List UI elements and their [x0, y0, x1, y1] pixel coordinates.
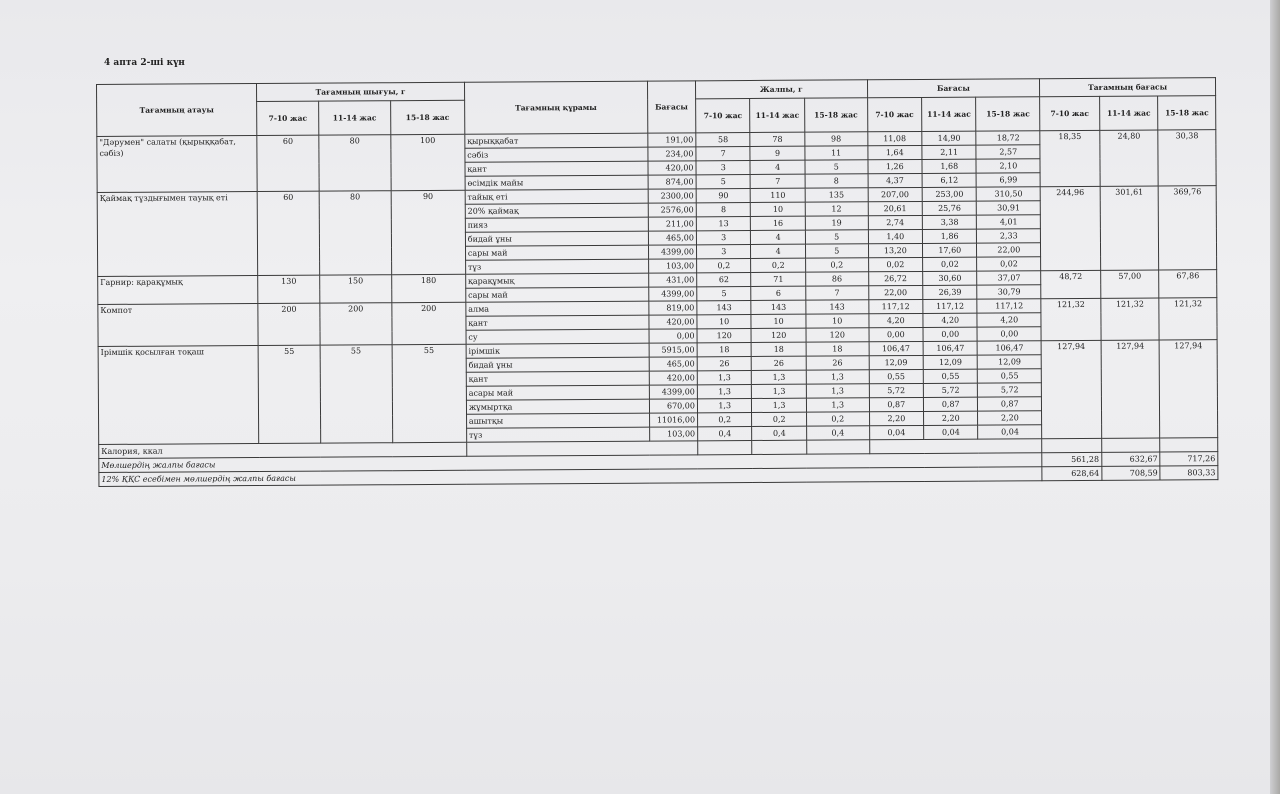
- dish-yield: 200: [392, 302, 466, 344]
- header-price: Бағасы: [647, 81, 696, 133]
- ingredient-price: 4399,00: [648, 245, 696, 259]
- ingredient-grams: 13: [696, 217, 751, 231]
- ingredient-grams: 0,2: [698, 412, 753, 426]
- ingredient-name: жұмыртқа: [466, 399, 649, 414]
- dish-yield: 200: [258, 303, 320, 345]
- dish-price: 127,94: [1041, 340, 1101, 438]
- ingredient-price: 2300,00: [648, 189, 696, 203]
- dish-price: 301,61: [1100, 186, 1159, 270]
- total-label: Мөлшердің жалпы бағасы: [99, 453, 1042, 473]
- header-age: 7-10 жас: [257, 101, 319, 135]
- header-total: Жалпы, г: [695, 80, 867, 99]
- ingredient-price: 4399,00: [648, 287, 696, 301]
- ingredient-grams: 135: [805, 188, 868, 202]
- ingredient-cost: 5,72: [869, 383, 924, 397]
- ingredient-grams: 18: [806, 342, 869, 356]
- vat-total-value: 803,33: [1160, 466, 1218, 480]
- ingredient-grams: 62: [697, 273, 752, 287]
- ingredient-cost: 18,72: [976, 131, 1040, 145]
- header-age: 15-18 жас: [976, 97, 1040, 131]
- dish-price: 57,00: [1100, 270, 1159, 298]
- header-age: 7-10 жас: [696, 99, 751, 133]
- ingredient-cost: 3,38: [922, 215, 977, 229]
- header-age: 11-14 жас: [319, 101, 391, 135]
- header-age: 11-14 жас: [922, 97, 977, 131]
- ingredient-cost: 2,20: [978, 411, 1042, 425]
- header-cost: Бағасы: [867, 79, 1040, 98]
- ingredient-cost: 2,33: [977, 229, 1041, 243]
- ingredient-grams: 7: [806, 286, 869, 300]
- total-value: 632,67: [1102, 452, 1161, 466]
- ingredient-name: қант: [466, 371, 649, 386]
- dish-name: Ірімшік қосылған тоқаш: [98, 346, 259, 445]
- ingredient-grams: 71: [751, 272, 806, 286]
- dish-price: 67,86: [1159, 270, 1217, 298]
- ingredient-grams: 0,2: [697, 259, 752, 273]
- ingredient-grams: 0,2: [751, 258, 806, 272]
- ingredient-cost: 0,87: [978, 397, 1042, 411]
- ingredient-grams: 3: [696, 161, 751, 175]
- total-value: 717,26: [1160, 452, 1218, 466]
- ingredient-grams: 143: [751, 300, 806, 314]
- ingredient-grams: 0,2: [752, 412, 807, 426]
- ingredient-cost: 1,68: [922, 159, 977, 173]
- dish-yield: 180: [392, 274, 466, 302]
- ingredient-price: 819,00: [649, 301, 697, 315]
- dish-yield: 200: [320, 303, 392, 345]
- ingredient-cost: 4,01: [977, 215, 1041, 229]
- ingredient-grams: 7: [696, 147, 751, 161]
- ingredient-name: ірімшік: [466, 343, 649, 358]
- ingredient-name: бидай ұны: [466, 357, 649, 372]
- ingredient-cost: 2,20: [869, 411, 924, 425]
- paper-edge: [1270, 0, 1280, 794]
- ingredient-grams: 10: [697, 315, 752, 329]
- ingredient-cost: 117,12: [977, 299, 1041, 313]
- ingredient-grams: 4: [750, 160, 805, 174]
- ingredient-grams: 10: [751, 202, 806, 216]
- dish-name: "Дәрумен" салаты (қырыққабат, сәбіз): [97, 136, 258, 193]
- dish-yield: 55: [320, 345, 393, 443]
- ingredient-price: 420,00: [648, 161, 696, 175]
- ingredient-grams: 18: [752, 342, 807, 356]
- dish-price: 244,96: [1040, 186, 1100, 270]
- ingredient-cost: 30,79: [977, 285, 1041, 299]
- ingredient-cost: 17,60: [923, 243, 978, 257]
- ingredient-grams: 120: [697, 329, 752, 343]
- ingredient-cost: 30,91: [977, 201, 1041, 215]
- dish-yield: 150: [320, 275, 392, 303]
- ingredient-cost: 0,55: [978, 369, 1042, 383]
- ingredient-cost: 0,00: [977, 327, 1041, 341]
- ingredient-grams: 78: [750, 132, 805, 146]
- ingredient-cost: 117,12: [868, 299, 923, 313]
- ingredient-grams: 26: [752, 356, 807, 370]
- ingredient-grams: 19: [805, 216, 868, 230]
- ingredient-cost: 1,64: [867, 145, 922, 159]
- ingredient-price: 5915,00: [649, 343, 697, 357]
- dish-price: 18,35: [1040, 130, 1100, 186]
- ingredient-grams: 1,3: [697, 398, 752, 412]
- ingredient-cost: 0,04: [924, 425, 979, 439]
- header-age: 7-10 жас: [867, 97, 922, 131]
- ingredient-grams: 10: [751, 314, 806, 328]
- ingredient-name: 20% қаймақ: [465, 203, 648, 218]
- ingredient-cost: 0,87: [869, 397, 924, 411]
- menu-document: [96, 77, 1218, 487]
- ingredient-price: 234,00: [648, 147, 696, 161]
- ingredient-grams: 86: [806, 272, 869, 286]
- ingredient-grams: 10: [806, 314, 869, 328]
- ingredient-grams: 3: [696, 231, 751, 245]
- ingredient-grams: 4: [751, 244, 806, 258]
- dish-price: 127,94: [1101, 340, 1160, 438]
- header-dish-price: Тағамның бағасы: [1040, 78, 1216, 97]
- ingredient-price: 4399,00: [649, 385, 697, 399]
- ingredient-cost: 0,00: [869, 327, 924, 341]
- ingredient-grams: 6: [751, 286, 806, 300]
- ingredient-cost: 22,00: [868, 285, 923, 299]
- ingredient-price: 0,00: [649, 329, 697, 343]
- ingredient-cost: 106,47: [978, 341, 1042, 355]
- ingredient-price: 103,00: [649, 427, 697, 441]
- ingredient-cost: 22,00: [977, 243, 1041, 257]
- ingredient-grams: 1,3: [752, 384, 807, 398]
- calories-label: Калория, ккал: [99, 442, 467, 458]
- ingredient-price: 465,00: [648, 231, 696, 245]
- ingredient-grams: 7: [751, 174, 806, 188]
- dish-price: 121,32: [1159, 298, 1217, 340]
- ingredient-cost: 20,61: [868, 201, 923, 215]
- dish-yield: 80: [319, 191, 391, 275]
- ingredient-cost: 106,47: [869, 341, 924, 355]
- table-footer: [99, 438, 1218, 487]
- ingredient-grams: 0,4: [806, 426, 869, 440]
- ingredient-name: тайық еті: [465, 189, 648, 204]
- ingredient-name: бидай ұны: [465, 231, 648, 246]
- ingredient-grams: 18: [697, 343, 752, 357]
- ingredient-grams: 8: [696, 203, 751, 217]
- ingredient-grams: 26: [697, 357, 752, 371]
- ingredient-cost: 0,55: [923, 369, 978, 383]
- ingredient-name: алма: [466, 301, 649, 316]
- ingredient-name: тұз: [465, 259, 648, 274]
- dish-yield: 130: [258, 275, 320, 303]
- header-age: 15-18 жас: [804, 98, 867, 132]
- ingredient-cost: 0,00: [923, 327, 978, 341]
- dish-yield: 100: [391, 134, 465, 190]
- ingredient-grams: 1,3: [697, 370, 752, 384]
- ingredient-cost: 6,12: [922, 173, 977, 187]
- ingredient-name: өсімдік майы: [465, 175, 648, 190]
- header-composition: Тағамның құрамы: [464, 81, 647, 134]
- ingredient-cost: 37,07: [977, 271, 1041, 285]
- header-age: 11-14 жас: [750, 98, 805, 132]
- ingredient-cost: 2,74: [868, 215, 923, 229]
- dish-yield: 60: [257, 191, 319, 275]
- ingredient-name: сары май: [466, 287, 649, 302]
- ingredient-grams: 0,2: [806, 412, 869, 426]
- ingredient-cost: 5,72: [978, 383, 1042, 397]
- ingredient-cost: 2,57: [976, 145, 1040, 159]
- dish-yield: 90: [391, 190, 465, 274]
- ingredient-cost: 30,60: [923, 271, 978, 285]
- ingredient-grams: 26: [806, 356, 869, 370]
- ingredient-name: сары май: [465, 245, 648, 260]
- ingredient-cost: 4,20: [977, 313, 1041, 327]
- vat-total-label: 12% ҚҚС есебімен мөлшердің жалпы бағасы: [99, 467, 1042, 487]
- ingredient-cost: 25,76: [922, 201, 977, 215]
- dish-name: Компот: [98, 304, 259, 347]
- ingredient-cost: 5,72: [923, 383, 978, 397]
- vat-total-value: 628,64: [1042, 466, 1102, 480]
- ingredient-grams: 1,3: [752, 398, 807, 412]
- ingredient-name: қарақұмық: [465, 273, 648, 288]
- ingredient-grams: 5: [697, 287, 752, 301]
- ingredient-price: 2576,00: [648, 203, 696, 217]
- dish-price: 48,72: [1041, 270, 1101, 298]
- ingredient-grams: 110: [751, 188, 806, 202]
- ingredient-cost: 106,47: [923, 341, 978, 355]
- dish-price: 369,76: [1159, 186, 1217, 270]
- ingredient-cost: 0,87: [923, 397, 978, 411]
- ingredient-grams: 120: [806, 328, 869, 342]
- header-age: 15-18 жас: [1158, 96, 1216, 130]
- ingredient-cost: 6,99: [977, 173, 1041, 187]
- ingredient-grams: 1,3: [806, 384, 869, 398]
- ingredient-cost: 0,02: [977, 257, 1041, 271]
- dish-price: 127,94: [1159, 340, 1217, 438]
- ingredient-cost: 1,26: [868, 159, 923, 173]
- menu-table: [96, 77, 1218, 487]
- ingredient-grams: 0,2: [805, 258, 868, 272]
- ingredient-price: 11016,00: [649, 413, 697, 427]
- ingredient-price: 465,00: [649, 357, 697, 371]
- ingredient-grams: 16: [751, 216, 806, 230]
- ingredient-grams: 90: [696, 189, 751, 203]
- ingredient-grams: 98: [805, 132, 868, 146]
- ingredient-grams: 1,3: [806, 398, 869, 412]
- ingredient-price: 420,00: [649, 371, 697, 385]
- dish-yield: 55: [392, 344, 467, 442]
- ingredient-name: қант: [466, 315, 649, 330]
- ingredient-price: 431,00: [648, 273, 696, 287]
- vat-total-value: 708,59: [1102, 466, 1161, 480]
- ingredient-grams: 5: [805, 244, 868, 258]
- total-value: 561,28: [1042, 452, 1102, 466]
- table-body: [97, 130, 1218, 445]
- header-yield: Тағамның шығуы, г: [257, 82, 465, 101]
- ingredient-cost: 207,00: [868, 187, 923, 201]
- ingredient-cost: 12,09: [869, 355, 924, 369]
- ingredient-cost: 0,04: [869, 425, 924, 439]
- ingredient-name: пияз: [465, 217, 648, 232]
- ingredient-cost: 14,90: [922, 131, 977, 145]
- ingredient-grams: 120: [751, 328, 806, 342]
- dish-price: 30,38: [1158, 130, 1216, 186]
- dish-yield: 80: [319, 135, 391, 191]
- dish-name: Қаймақ тұздығымен тауық еті: [97, 192, 258, 277]
- header-age: 11-14 жас: [1099, 96, 1158, 130]
- ingredient-grams: 5: [805, 160, 868, 174]
- dish-price: 24,80: [1100, 130, 1159, 186]
- ingredient-grams: 143: [806, 300, 869, 314]
- ingredient-grams: 58: [696, 133, 751, 147]
- ingredient-cost: 4,20: [923, 313, 978, 327]
- ingredient-cost: 117,12: [923, 299, 978, 313]
- ingredient-name: ашытқы: [466, 413, 649, 428]
- dish-yield: 60: [257, 135, 319, 191]
- ingredient-grams: 0,4: [698, 426, 753, 440]
- ingredient-cost: 253,00: [922, 187, 977, 201]
- ingredient-grams: 8: [805, 174, 868, 188]
- ingredient-name: тұз: [466, 427, 649, 442]
- ingredient-grams: 0,4: [752, 426, 807, 440]
- dish-yield: 55: [258, 345, 320, 443]
- ingredient-cost: 0,55: [869, 369, 924, 383]
- ingredient-cost: 12,09: [923, 355, 978, 369]
- dish-price: 121,32: [1041, 298, 1101, 340]
- day-title: 4 апта 2-ші күн: [104, 58, 185, 68]
- ingredient-cost: 4,37: [868, 173, 923, 187]
- ingredient-cost: 12,09: [978, 355, 1042, 369]
- ingredient-cost: 2,11: [922, 145, 977, 159]
- ingredient-grams: 9: [750, 146, 805, 160]
- ingredient-cost: 26,39: [923, 285, 978, 299]
- ingredient-cost: 0,04: [978, 425, 1042, 439]
- ingredient-grams: 11: [805, 146, 868, 160]
- ingredient-cost: 2,20: [924, 411, 979, 425]
- ingredient-name: қант: [465, 161, 648, 176]
- ingredient-cost: 11,08: [867, 131, 922, 145]
- ingredient-price: 670,00: [649, 399, 697, 413]
- header-age: 7-10 жас: [1040, 96, 1100, 130]
- ingredient-grams: 1,3: [806, 370, 869, 384]
- ingredient-price: 103,00: [648, 259, 696, 273]
- ingredient-cost: 0,02: [923, 257, 978, 271]
- ingredient-cost: 4,20: [868, 313, 923, 327]
- ingredient-cost: 310,50: [977, 187, 1041, 201]
- ingredient-name: асары май: [466, 385, 649, 400]
- dish-name: Гарнир: қарақұмық: [98, 276, 258, 305]
- ingredient-cost: 2,10: [976, 159, 1040, 173]
- ingredient-name: су: [466, 329, 649, 344]
- ingredient-grams: 12: [805, 202, 868, 216]
- ingredient-cost: 1,86: [922, 229, 977, 243]
- dish-price: 121,32: [1101, 298, 1160, 340]
- ingredient-cost: 13,20: [868, 243, 923, 257]
- table-header: [97, 78, 1216, 137]
- ingredient-cost: 0,02: [868, 257, 923, 271]
- ingredient-price: 191,00: [648, 133, 696, 147]
- ingredient-price: 211,00: [648, 217, 696, 231]
- ingredient-name: сәбіз: [465, 147, 648, 162]
- ingredient-name: қырыққабат: [465, 133, 648, 148]
- ingredient-cost: 1,40: [868, 229, 923, 243]
- ingredient-grams: 5: [696, 175, 751, 189]
- ingredient-grams: 5: [805, 230, 868, 244]
- ingredient-cost: 26,72: [868, 271, 923, 285]
- ingredient-price: 874,00: [648, 175, 696, 189]
- header-dish-name: Тағамның атауы: [97, 84, 258, 137]
- ingredient-grams: 4: [751, 230, 806, 244]
- ingredient-price: 420,00: [649, 315, 697, 329]
- ingredient-grams: 1,3: [697, 384, 752, 398]
- ingredient-grams: 143: [697, 301, 752, 315]
- ingredient-grams: 1,3: [752, 370, 807, 384]
- header-age: 15-18 жас: [390, 100, 464, 134]
- ingredient-grams: 3: [696, 245, 751, 259]
